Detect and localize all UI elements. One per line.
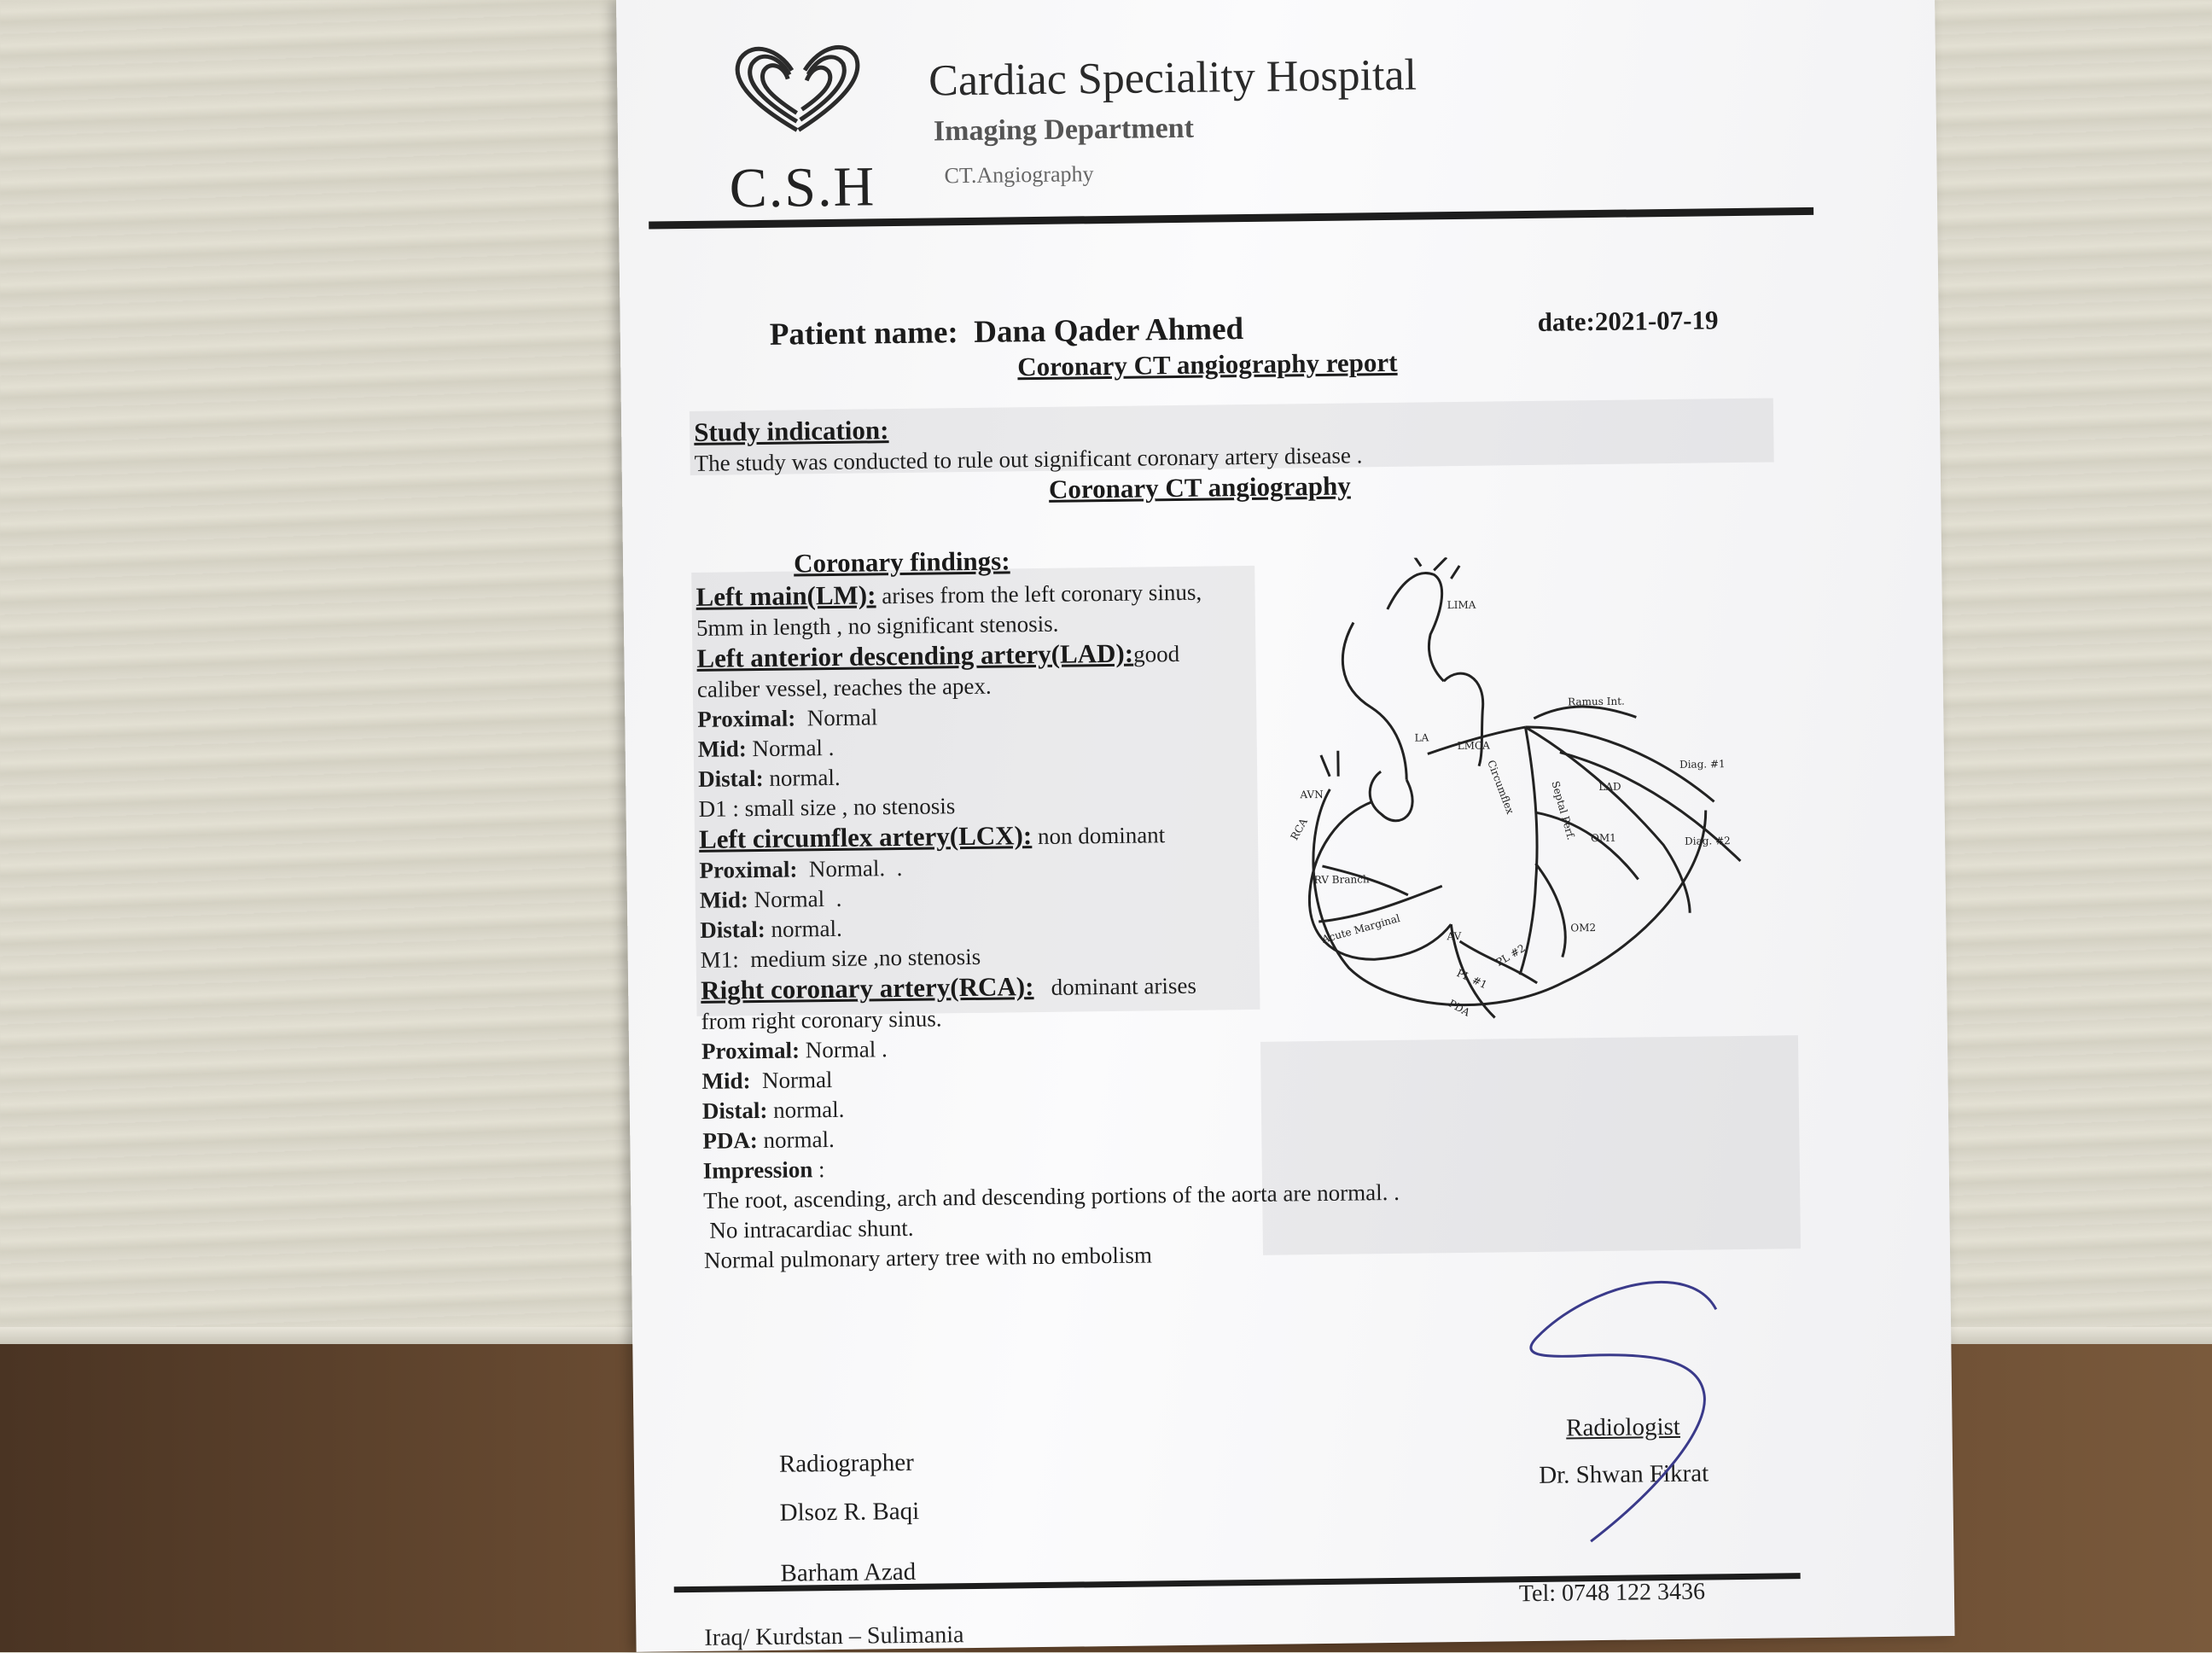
impression-label: Impression <box>702 1156 813 1184</box>
radiographer-name-1: Dlsoz R. Baqi <box>779 1497 920 1527</box>
date-label: date: <box>1537 306 1596 337</box>
shade-band <box>1260 1035 1801 1255</box>
diagram-label-diag1: Diag. #1 <box>1679 758 1726 771</box>
heart-logo-icon <box>719 35 879 152</box>
heart-outline <box>1313 784 1708 1006</box>
lad-mid-value: Normal . <box>746 734 835 762</box>
lad-distal-label: Distal: <box>697 765 764 792</box>
report-paper <box>616 0 1955 1652</box>
diagram-label-lad: LAD <box>1598 780 1621 794</box>
lcx-heading: Left circumflex artery(LCX): <box>698 820 1033 854</box>
diagram-label-om2: OM2 <box>1570 922 1597 934</box>
hospital-name: Cardiac Speciality Hospital <box>928 50 1417 106</box>
diagram-label-diag2: Diag. #2 <box>1685 835 1731 847</box>
radiologist-name: Dr. Shwan Fikrat <box>1539 1459 1709 1489</box>
lcx-distal-value: normal. <box>765 915 842 942</box>
rca-proximal-label: Proximal: <box>701 1037 800 1064</box>
findings-title: Coronary findings: <box>793 545 1010 579</box>
diagram-label-lima: LIMA <box>1447 598 1476 612</box>
rca-pda-label: PDA: <box>702 1127 759 1154</box>
impression-line2: No intracardiac shunt. <box>703 1214 914 1243</box>
rca-mid-label: Mid: <box>701 1068 751 1094</box>
coronary-artery-diagram <box>1276 554 1760 1046</box>
lcx-mid-value: Normal . <box>748 885 842 913</box>
report-date <box>1537 305 1718 338</box>
radiographer-block <box>779 1439 921 1598</box>
lm-heading: Left main(LM): <box>696 579 876 612</box>
radiographer-name-2: Barham Azad <box>780 1557 917 1587</box>
ramus-vessel <box>1534 706 1636 719</box>
date-value: 2021-07-19 <box>1594 305 1719 337</box>
lad-d1: D1 : small size , no stenosis <box>698 793 956 822</box>
diagram-label-pl2: PL #2 <box>1493 941 1528 969</box>
radiographer-title: Radiographer <box>778 1448 915 1478</box>
diagram-label-acute-marginal: Acute Marginal <box>1320 911 1402 946</box>
radiologist-title: Radiologist <box>1565 1412 1681 1442</box>
lad-text1: good <box>1132 640 1180 667</box>
rca-proximal-value: Normal . <box>799 1036 888 1063</box>
lm-text2: 5mm in length , no significant stenosis. <box>696 610 1059 641</box>
lad-proximal-value: Normal <box>795 704 878 731</box>
lcx-distal-label: Distal: <box>700 916 765 943</box>
patient-name-label: Patient name: <box>769 315 958 352</box>
aorta-outline <box>1387 573 1444 682</box>
avn-branch <box>1321 751 1338 777</box>
om1-vessel <box>1535 811 1639 880</box>
aorta-outline <box>1342 622 1406 781</box>
rca-mid-value: Normal <box>750 1066 833 1094</box>
logo-text: C.S.H <box>729 155 876 220</box>
rca-distal-label: Distal: <box>701 1097 768 1124</box>
lcx-proximal-value: Normal. . <box>797 854 903 882</box>
lad-text2: caliber vessel, reaches the apex. <box>696 672 992 702</box>
diagram-label-septal: Septal Perf. <box>1549 779 1578 841</box>
circumflex-vessel <box>1516 727 1539 975</box>
rca-text1: dominant arises <box>1033 972 1197 1001</box>
diagram-label-circumflex: Circumflex <box>1485 758 1516 816</box>
patient-name-line <box>770 311 1244 353</box>
impression-line1: The root, ascending, arch and descending portions of the aorta are normal. . <box>703 1179 1400 1214</box>
lad-heading: Left anterior descending artery(LAD): <box>696 637 1134 673</box>
lcx-proximal-label: Proximal: <box>699 856 798 883</box>
diagram-label-rca: RCA <box>1288 816 1310 842</box>
rca-pda-value: normal. <box>757 1126 835 1154</box>
lad-distal-value: normal. <box>763 764 841 791</box>
diagram-label-pl1: PL #1 <box>1454 967 1489 992</box>
lcx-text1: non dominant <box>1032 822 1166 850</box>
section-title: Coronary CT angiography <box>1048 470 1351 504</box>
study-indication-heading: Study indication: <box>693 415 889 447</box>
lad-proximal-label: Proximal: <box>697 705 796 732</box>
handwritten-signature-icon <box>1485 1248 1796 1559</box>
diagram-label-la: LA <box>1414 731 1429 744</box>
impression-line3: Normal pulmonary artery tree with no embolism <box>703 1242 1153 1273</box>
department-name: Imaging Department <box>933 112 1195 148</box>
diagram-label-lmca: LMCA <box>1457 739 1490 753</box>
service-name: CT.Angiography <box>944 161 1094 189</box>
diagram-label-av: AV <box>1447 929 1462 943</box>
study-indication-text: The study was conducted to rule out significant coronary artery disease . <box>694 442 1363 476</box>
lad-mid-label: Mid: <box>697 736 747 762</box>
rca-text2: from right coronary sinus. <box>701 1005 942 1034</box>
impression-colon: : <box>812 1156 825 1183</box>
lcx-m1: M1: medium size ,no stenosis <box>700 943 981 973</box>
footer-tel: Tel: 0748 122 3436 <box>1518 1578 1706 1608</box>
diagram-label-rv-branch: RV Branch <box>1313 873 1370 887</box>
report-title: Coronary CT angiography report <box>1017 346 1398 382</box>
rca-distal-value: normal. <box>767 1096 845 1123</box>
diagram-label-ramus: Ramus Int. <box>1568 695 1625 708</box>
diagram-label-pda: PDA <box>1446 997 1472 1019</box>
lm-text1: arises from the left coronary sinus, <box>876 579 1202 609</box>
lcx-mid-label: Mid: <box>699 887 749 913</box>
footer-address: Iraq/ Kurdstan – Sulimania <box>704 1621 964 1651</box>
om2-vessel <box>1535 864 1565 957</box>
pulmonary-trunk <box>1444 673 1484 766</box>
rca-heading: Right coronary artery(RCA): <box>700 971 1034 1005</box>
diagram-label-avn: AVN <box>1300 788 1324 801</box>
patient-name: Dana Qader Ahmed <box>973 311 1244 350</box>
diagram-label-om1: OM1 <box>1590 831 1616 845</box>
